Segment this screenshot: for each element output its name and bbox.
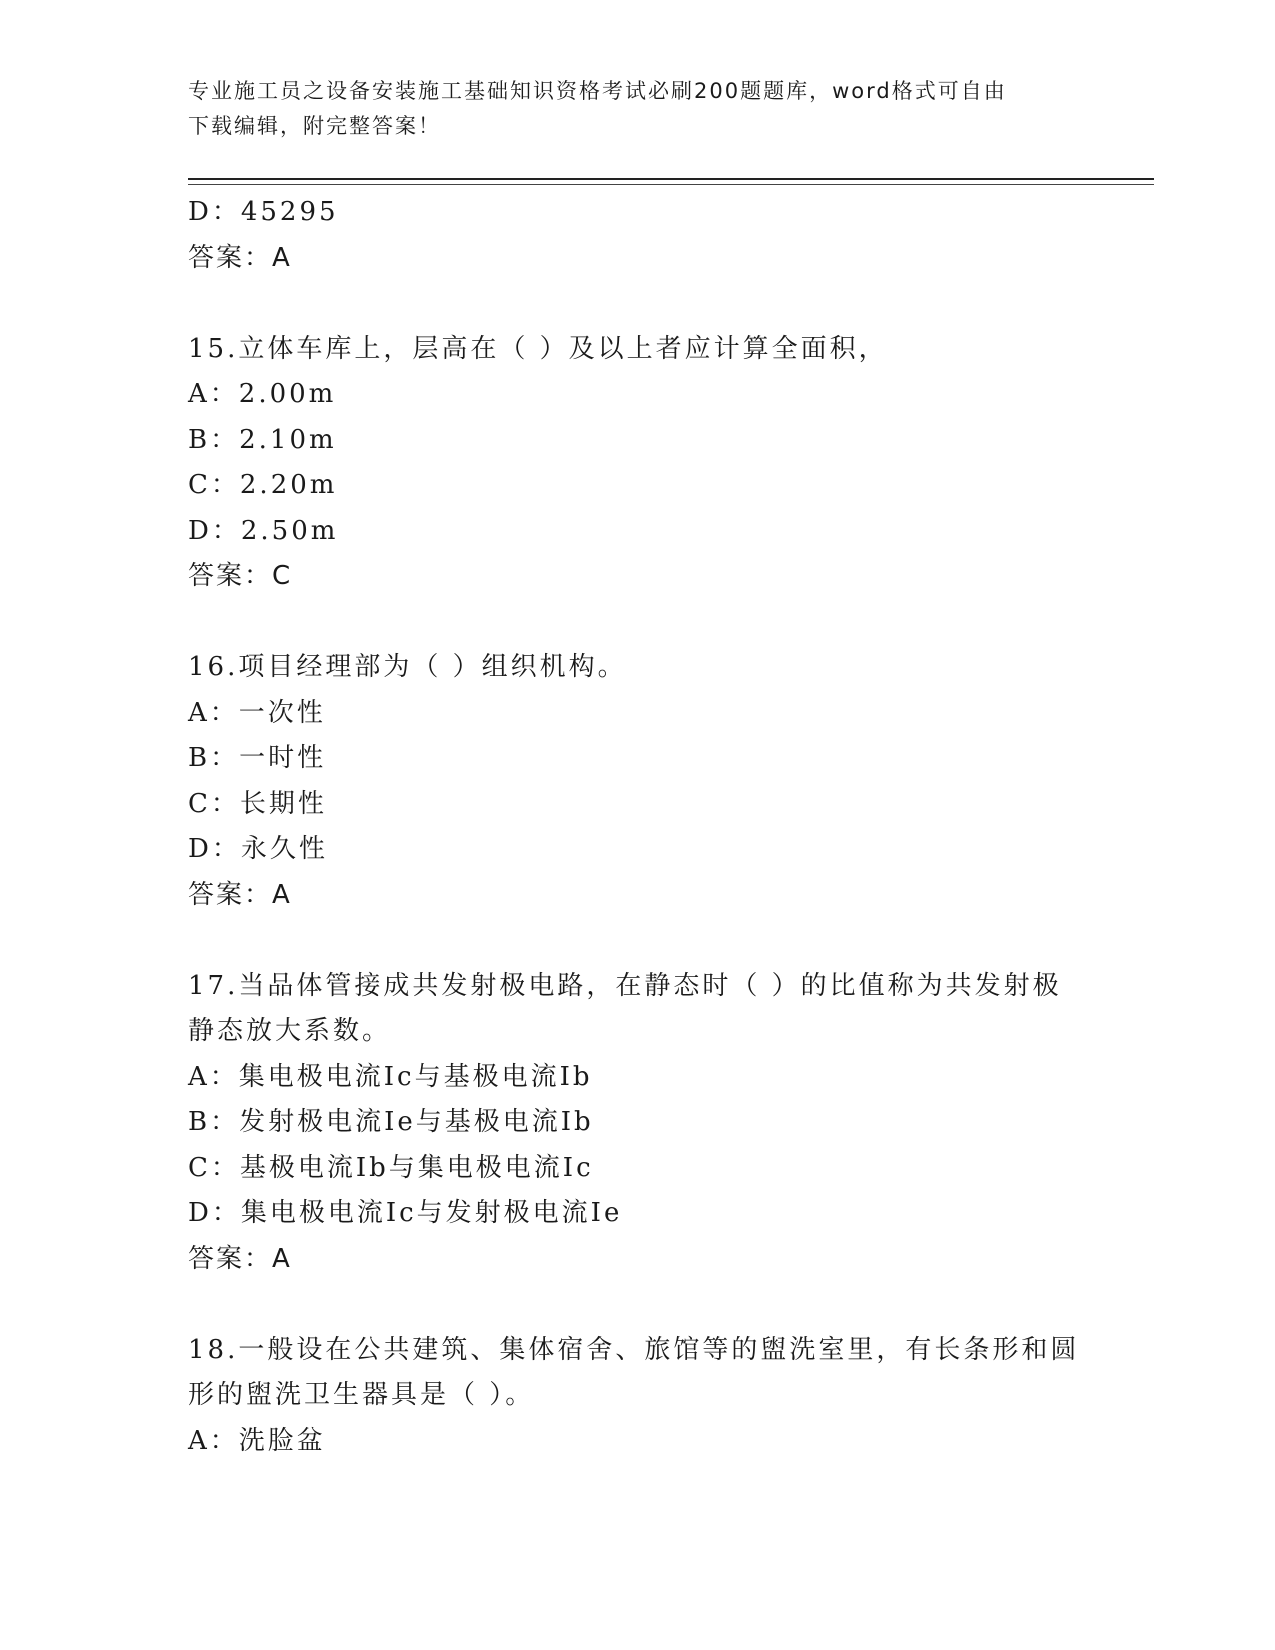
option-d: D：集电极电流Ic与发射极电流Ie bbox=[188, 1198, 623, 1228]
answer: 答案：C bbox=[188, 561, 293, 591]
spacer bbox=[188, 1282, 1088, 1328]
option-d: D：永久性 bbox=[188, 834, 328, 864]
option-d: D：2.50m bbox=[188, 515, 339, 546]
option-b: B：2.10m bbox=[188, 424, 337, 455]
question-16 bbox=[188, 645, 1088, 918]
header-line-2: 下载编辑，附完整答案！ bbox=[188, 114, 441, 138]
option-a: A：一次性 bbox=[188, 697, 326, 728]
question-stem-line-1: 17.当品体管接成共发射极电路，在静态时（ ）的比值称为共发射极 bbox=[188, 970, 1062, 1001]
option-a: A：集电极电流Ic与基极电流Ib bbox=[188, 1061, 593, 1092]
option-b: B：发射极电流Ie与基极电流Ib bbox=[188, 1107, 594, 1137]
option-c: C：长期性 bbox=[188, 788, 327, 819]
spacer bbox=[188, 281, 1088, 327]
question-stem-line-1: 18.一般设在公共建筑、集体宿舍、旅馆等的盥洗室里，有长条形和圆 bbox=[188, 1334, 1080, 1365]
spacer bbox=[188, 600, 1088, 646]
question-stem: 15.立体车库上，层高在（ ）及以上者应计算全面积， bbox=[188, 333, 888, 364]
question-17 bbox=[188, 964, 1088, 1283]
answer-prev: 答案：A bbox=[188, 242, 292, 273]
spacer bbox=[188, 918, 1088, 964]
question-18 bbox=[188, 1328, 1088, 1465]
answer: 答案：A bbox=[188, 1243, 292, 1274]
option-a: A：洗脸盆 bbox=[188, 1425, 326, 1456]
option-d-prev: D：45295 bbox=[188, 197, 339, 227]
question-stem-line-2: 形的盥洗卫生器具是（ ）。 bbox=[188, 1380, 535, 1410]
question-content bbox=[188, 190, 1088, 1464]
question-stem-line-2: 静态放大系数。 bbox=[188, 1016, 392, 1046]
header-rule-thin bbox=[188, 184, 1154, 185]
header-line-1: 专业施工员之设备安装施工基础知识资格考试必刷200题题库，word格式可自由 bbox=[188, 79, 1007, 103]
option-b: B：一时性 bbox=[188, 743, 327, 773]
page-header bbox=[188, 74, 1088, 144]
question-15 bbox=[188, 327, 1088, 600]
option-a: A：2.00m bbox=[188, 379, 337, 409]
answer: 答案：A bbox=[188, 879, 292, 910]
header-rule-thick bbox=[188, 178, 1154, 180]
option-c: C：2.20m bbox=[188, 470, 338, 500]
question-stem: 16.项目经理部为（ ）组织机构。 bbox=[188, 652, 627, 682]
option-c: C：基极电流Ib与集电极电流Ic bbox=[188, 1152, 594, 1183]
